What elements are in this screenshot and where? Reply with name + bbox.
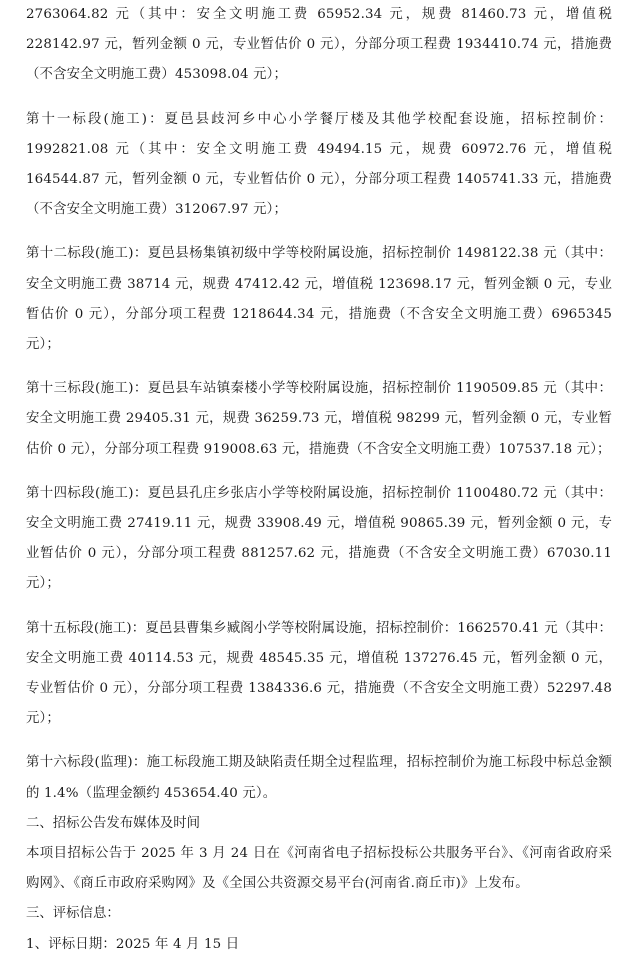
section-3-item-1: 1、评标日期：2025 年 4 月 15 日 — [26, 936, 240, 952]
section-2-heading: 二、招标公告发布媒体及时间 — [26, 815, 201, 831]
paragraph-continued-lot: 2763064.82 元（其中：安全文明施工费 65952.34 元，规费 81460.73 元，增值税 228142.97 元，暂列金额 0 元，专业暂估价 0 元），分部分项工程费 1934410.74 元，措施费（不含安全文明施工费）453098.04 元）； — [26, 7, 612, 83]
paragraph-lot-11: 第十一标段(施工)：夏邑县歧河乡中心小学餐厅楼及其他学校配套设施，招标控制价：1992821.08 元（其中：安全文明施工费 49494.15 元，规费 60972.76 元，增值税 164544.87 元，暂列金额 0 元，专业暂估价 0 元），分部分项工程费 1405741.33 元，措施费（不含安全文明施工费）312067.97 元）； — [26, 111, 612, 218]
paragraph-gap — [26, 91, 612, 105]
section-3-heading: 三、评标信息： — [26, 906, 120, 922]
paragraph-gap — [26, 734, 612, 748]
paragraph-gap — [26, 225, 612, 239]
paragraph-gap — [26, 465, 612, 479]
paragraph-gap — [26, 360, 612, 374]
paragraph-lot-15: 第十五标段(施工)：夏邑县曹集乡臧阁小学等校附属设施，招标控制价：1662570.41 元（其中：安全文明施工费 40114.53 元，规费 48545.35 元，增值税 137276.45 元，暂列金额 0 元，专业暂估价 0 元），分部分项工程费 1384336.6 元，措施费（不含安全文明施工费）52297.48 元）； — [26, 620, 612, 727]
paragraph-gap — [26, 600, 612, 614]
section-2-body: 本项目招标公告于 2025 年 3 月 24 日在《河南省电子招标投标公共服务平台》、《河南省政府采购网》、《商丘市政府采购网》及《全国公共资源交易平台(河南省.商丘市)》上发布。 — [26, 846, 612, 892]
paragraph-lot-14: 第十四标段(施工)：夏邑县孔庄乡张店小学等校附属设施，招标控制价 1100480.72 元（其中：安全文明施工费 27419.11 元，规费 33908.49 元，增值税 90865.39 元，暂列金额 0 元，专业暂估价 0 元），分部分项工程费 881257.62 元，措施费（不含安全文明施工费）67030.11 元）； — [26, 485, 612, 592]
paragraph-lot-13: 第十三标段(施工)：夏邑县车站镇秦楼小学等校附属设施，招标控制价 1190509.85 元（其中：安全文明施工费 29405.31 元，规费 36259.73 元，增值税 98299 元，暂列金额 0 元，专业暂估价 0 元），分部分项工程费 919008.63 元，措施费（不含安全文明施工费）107537.18 元）； — [26, 381, 612, 457]
paragraph-lot-12: 第十二标段(施工)：夏邑县杨集镇初级中学等校附属设施，招标控制价 1498122.38 元（其中：安全文明施工费 38714 元，规费 47412.42 元，增值税 123698.17 元，暂列金额 0 元，专业暂估价 0 元），分部分项工程费 1218644.34 元，措施费（不含安全文明施工费）6965345 元）； — [26, 246, 612, 353]
paragraph-lot-16: 第十六标段(监理)：施工标段施工期及缺陷责任期全过程监理，招标控制价为施工标段中标总金额的 1.4%（监理金额约 453654.40 元）。 — [26, 755, 612, 801]
